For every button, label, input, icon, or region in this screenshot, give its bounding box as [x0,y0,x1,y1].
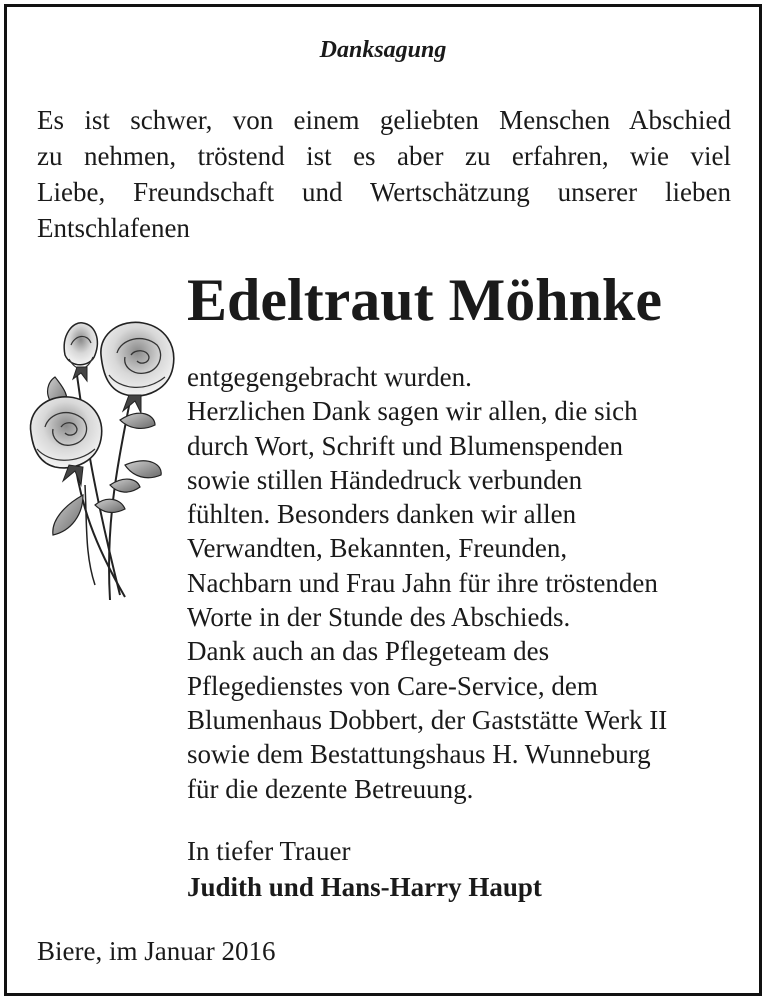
roses-icon [25,315,185,605]
body-line: Herzlichen Dank sagen wir allen, die sich [187,396,638,427]
intro-line: Es ist schwer, von einem geliebten Menschen Abschied [37,105,731,135]
body-line: Blumenhaus Dobbert, der Gaststätte Werk II [187,704,668,735]
body-line: Pflegedienstes von Care-Service, dem [187,670,598,701]
body-line: Dank auch an das Pflegeteam des [187,636,550,667]
intro-line: Entschlafenen [37,213,190,243]
notice-heading: Danksagung [319,37,447,63]
body-line: Worte in der Stunde des Abschieds. [187,602,571,633]
body-line: für die dezente Betreuung. [187,773,474,804]
body-line: durch Wort, Schrift und Blumenspenden [187,430,624,461]
place-date: Biere, im Januar 2016 [37,936,276,966]
intro-line: Liebe, Freundschaft und Wertschätzung unserer lieben [37,177,731,207]
mourning-phrase: In tiefer Trauer [187,836,351,866]
body-line: Nachbarn und Frau Jahn für ihre tröstenden [187,567,658,598]
body-line: fühlten. Besonders danken wir allen [187,499,577,530]
body-line: entgegengebracht wurden. [187,362,472,392]
body-line: Verwandten, Bekannten, Freunden, [187,533,568,564]
body-line: sowie stillen Händedruck verbunden [187,464,583,495]
deceased-name: Edeltraut Möhnke [187,267,663,333]
intro-paragraph [37,102,731,246]
signers-names: Judith und Hans-Harry Haupt [187,872,542,902]
intro-line: zu nehmen, tröstend ist es aber zu erfahren, wie viel [37,141,731,171]
thanks-paragraph [187,360,747,806]
notice-frame [4,4,762,996]
body-line: sowie dem Bestattungshaus H. Wunneburg [187,739,651,770]
